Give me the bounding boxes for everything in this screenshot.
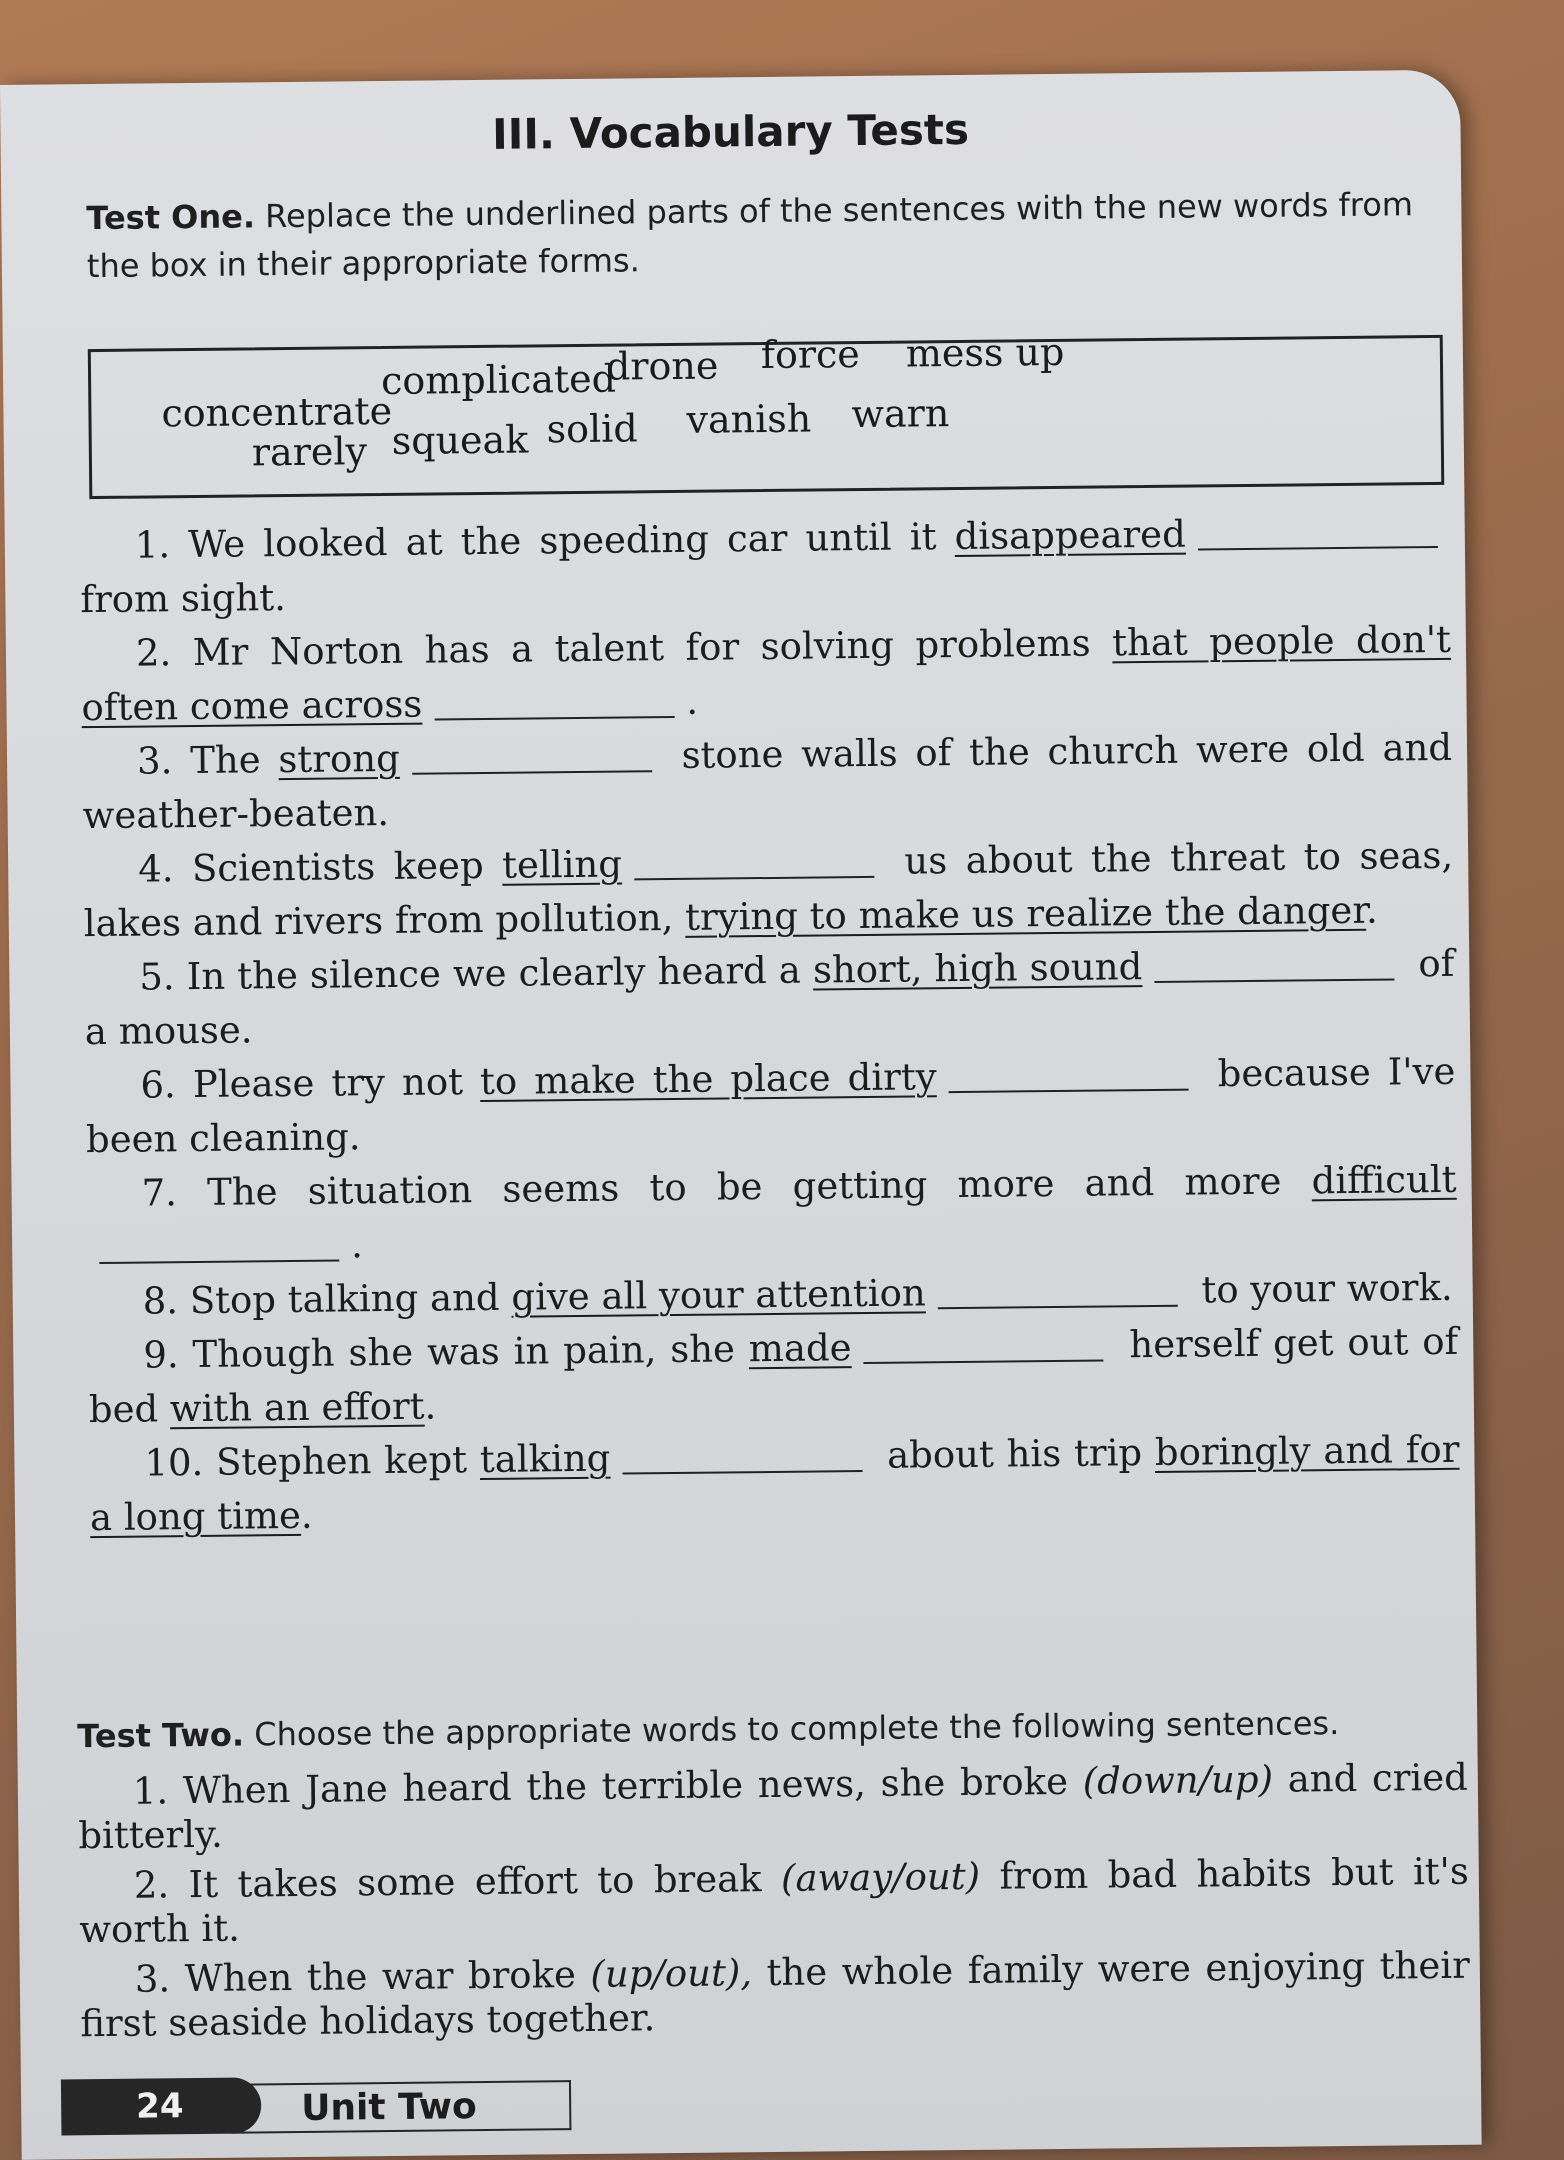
box-word: complicated — [380, 356, 617, 404]
item-text: Though she was in pain, she — [192, 1327, 736, 1377]
item-text: . — [300, 1493, 313, 1537]
item-text: It takes some effort to break — [188, 1857, 762, 1907]
test-two-section — [77, 1700, 1470, 2053]
page-footer — [61, 2074, 582, 2135]
answer-blank[interactable] — [623, 1470, 863, 1475]
item-number: 6. — [140, 1063, 177, 1107]
underlined-phrase: trying to make us realize the danger — [684, 888, 1367, 939]
item-text: . — [686, 679, 699, 723]
item-text: The — [189, 738, 261, 783]
item-text: stone walls of the church were old and weather-beaten. — [82, 725, 1453, 838]
exercise-item — [84, 937, 1455, 1059]
item-number: 2. — [135, 631, 172, 675]
box-word: mess up — [905, 329, 1065, 376]
item-text: us about the threat to seas, lakes and rivers from pollution, — [83, 833, 1454, 946]
box-word: vanish — [686, 396, 812, 442]
item-text: . — [1365, 888, 1378, 932]
underlined-phrase: give all your attention — [511, 1271, 926, 1319]
box-word: solid — [546, 406, 638, 452]
test-one-label: Test One. — [86, 197, 256, 238]
box-word: force — [760, 332, 860, 378]
test-two-instructions — [77, 1700, 1467, 1759]
item-text: about his trip — [886, 1431, 1143, 1477]
underlined-phrase: to make the place dirty — [479, 1055, 937, 1104]
exercise-item — [79, 1850, 1470, 1953]
underlined-phrase: short, high sound — [812, 945, 1143, 992]
item-text: the whole family were enjoying their first seaside holidays together. — [80, 1943, 1470, 2046]
exercise-item — [81, 613, 1452, 735]
item-number: 9. — [143, 1333, 179, 1377]
item-text: of a mouse. — [84, 941, 1455, 1054]
answer-blank[interactable] — [1198, 546, 1438, 551]
item-text: from bad habits but it's worth it. — [79, 1849, 1470, 1952]
word-choice[interactable]: (away/out) — [780, 1854, 981, 1900]
item-number: 7. — [141, 1171, 178, 1215]
exercise-item — [82, 721, 1453, 843]
word-box — [88, 329, 1444, 499]
answer-blank[interactable] — [434, 716, 674, 721]
exercise-item — [85, 1045, 1456, 1167]
item-text: When the war broke — [184, 1953, 577, 2001]
answer-blank[interactable] — [1154, 978, 1394, 983]
exercise-item — [89, 1423, 1460, 1545]
underlined-phrase: with an effort — [169, 1384, 425, 1431]
exercise-item — [78, 1756, 1469, 1859]
box-word: concentrate — [161, 388, 393, 436]
exercise-item — [86, 1153, 1457, 1275]
exercise-item — [88, 1315, 1459, 1437]
item-text: We looked at the speeding car until it — [188, 515, 937, 567]
item-text: In the silence we clearly heard a — [186, 948, 802, 999]
answer-blank[interactable] — [864, 1360, 1104, 1365]
item-number: 3. — [136, 739, 173, 783]
textbook-page — [0, 70, 1482, 2160]
item-text: to your work. — [1201, 1265, 1453, 1312]
underlined-phrase: telling — [501, 842, 623, 887]
exercise-item — [80, 505, 1451, 627]
box-word: drone — [605, 343, 719, 389]
item-number: 3. — [134, 1957, 171, 2001]
word-choice[interactable]: (down/up) — [1082, 1757, 1274, 1803]
item-text: Stephen kept — [215, 1438, 468, 1484]
underlined-phrase: strong — [278, 736, 400, 782]
item-text: Mr Norton has a talent for solving problems — [192, 621, 1091, 675]
exercise-item — [80, 1944, 1471, 2047]
item-text: herself get out of bed — [88, 1319, 1459, 1432]
box-word: warn — [851, 391, 950, 437]
item-text: The situation seems to be getting more and more — [206, 1159, 1282, 1214]
underlined-phrase: difficult — [1311, 1157, 1457, 1203]
item-number: 1. — [132, 1769, 169, 1813]
answer-blank[interactable] — [938, 1305, 1178, 1310]
item-text: from sight. — [80, 576, 287, 622]
underlined-phrase: talking — [479, 1436, 611, 1482]
answer-blank[interactable] — [99, 1260, 339, 1265]
item-number: 5. — [139, 955, 175, 999]
box-word: rarely — [251, 429, 368, 475]
item-text: . — [424, 1384, 437, 1428]
underlined-phrase: made — [748, 1326, 852, 1371]
answer-blank[interactable] — [949, 1089, 1189, 1094]
item-text: because I've been cleaning. — [85, 1049, 1456, 1162]
exercise-item — [83, 829, 1454, 951]
item-number: 10. — [144, 1440, 204, 1485]
underlined-phrase: boringly and for a long time — [89, 1427, 1460, 1540]
item-text: and cried bitterly. — [78, 1755, 1469, 1858]
test-one-instructions — [86, 180, 1447, 290]
underlined-phrase: that people don't often come across — [81, 617, 1452, 730]
item-text: Please try not — [192, 1060, 464, 1107]
page-number: 24 — [61, 2077, 262, 2135]
test-two-instruction-text: Choose the appropriate words to complete the following sentences. — [254, 1704, 1340, 1754]
answer-blank[interactable] — [634, 876, 874, 881]
item-number: 1. — [134, 523, 171, 567]
word-choice[interactable]: (up/out), — [590, 1951, 753, 1996]
item-text: Stop talking and — [189, 1275, 500, 1323]
test-one-items — [80, 505, 1461, 1545]
item-number: 8. — [142, 1279, 179, 1323]
item-text: . — [350, 1223, 364, 1267]
section-heading: III. Vocabulary Tests — [491, 104, 970, 159]
item-number: 2. — [133, 1863, 170, 1907]
answer-blank[interactable] — [412, 770, 652, 775]
test-one-instruction-text: Replace the underlined parts of the sentences with the new words from the box in their appropriate forms. — [86, 185, 1414, 286]
item-text: When Jane heard the terrible news, she broke — [182, 1759, 1069, 1813]
box-word: squeak — [391, 417, 529, 463]
item-text: Scientists keep — [191, 843, 484, 891]
test-two-label: Test Two. — [77, 1715, 245, 1756]
underlined-phrase: disappeared — [954, 512, 1186, 559]
item-number: 4. — [137, 847, 174, 891]
unit-label: Unit Two — [231, 2080, 572, 2134]
